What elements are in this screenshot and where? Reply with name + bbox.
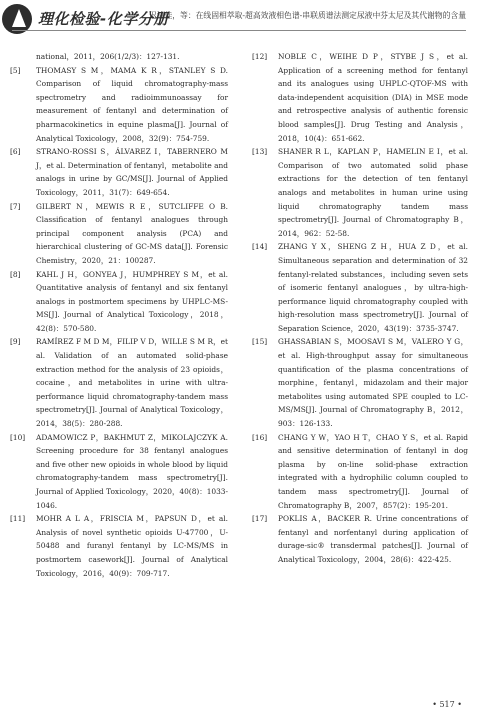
reference-number: [8] — [10, 269, 21, 279]
reference-text: GILBERT N，MEWIS R E，SUTCLIFFE O B. Classification of fentanyl analogues through principal component analysis (PCA) and hierarchical clustering of GC-MS data[J]. Forensic Chemistry，2020，21：100287. — [36, 201, 228, 265]
reference-text: CHANG Y W，YAO H T，CHAO Y S，et al. Rapid and sensitive determination of fentanyl in dog plasma by on-line solid-phase extraction integrated with a hydrophilic column coupled to tandem mass spectrometry[J]. Journal of Chromatography B，2007，857(2)：195-201. — [278, 432, 468, 510]
header-divider — [12, 30, 466, 31]
reference-item — [10, 268, 228, 336]
reference-item — [252, 512, 468, 566]
reference-number: [16] — [252, 432, 268, 442]
reference-text: NOBLE C，WEIHE D P，STYBE J S，et al. Application of a screening method for fentanyl and its analogues using UHPLC-QTOF-MS with data-independent acquisition (DIA) in MSE mode and retrospective analysis of authentic forensic blood samples[J]. Drug Testing and Analysis，2018，10(4)：651-662. — [278, 52, 468, 143]
reference-number: [7] — [10, 201, 21, 211]
page-header — [0, 0, 480, 40]
references-left-column — [10, 50, 228, 580]
page-number: • 517 • — [432, 700, 462, 709]
reference-text: ADAMOWICZ P，BAKHMUT Z，MIKOLAJCZYK A. Screening procedure for 38 fentanyl analogues and five other new opioids in whole blood by liquid chromatography-tandem mass spectrometry[J]. Journal of Applied Toxicology，2020，40(8)：1033-1046. — [36, 432, 228, 510]
reference-item — [10, 335, 228, 430]
reference-item — [252, 335, 468, 430]
journal-logo-text: 理化检验-化学分册 — [38, 10, 169, 28]
reference-text: SHANER R L，KAPLAN P，HAMELIN E I，et al. Comparison of two automated solid phase extractions for the detection of ten fentanyl analogs and metabolites in human urine using liquid chromatography tandem mass spectrometry[J]. Journal of Chromatography B，2014，962：52-58. — [278, 147, 468, 238]
reference-item — [10, 145, 228, 199]
reference-item — [252, 431, 468, 513]
reference-item — [252, 145, 468, 240]
reference-text: POKLIS A，BACKER R. Urine concentrations of fentanyl and norfentanyl during application of durage-sic® transdermal patches[J]. Journal of Analytical Toxicology，2004，28(6)：422-425. — [278, 514, 468, 564]
reference-item — [252, 240, 468, 335]
reference-text: MOHR A L A，FRISCIA M，PAPSUN D，et al. Analysis of novel synthetic opioids U-47700，U-50488 and furanyl fentanyl by LC-MS/MS in postmortem casework[J]. Journal of Analytical Toxicology，2016，40(9)：709-717. — [36, 514, 228, 578]
reference-item — [252, 50, 468, 145]
reference-number: [6] — [10, 147, 21, 157]
reference-number: [11] — [10, 514, 26, 524]
reference-item — [10, 64, 228, 146]
reference-text: KAHL J H，GONYEA J，HUMPHREY S M，et al. Quantitative analysis of fentanyl and six fentanyl analogs in postmortem specimens by UHPLC-MS-MS[J]. Journal of Analytical Toxicology，2018，42(8)：570-580. — [36, 269, 228, 333]
reference-number: [13] — [252, 147, 268, 157]
reference-item — [10, 512, 228, 580]
reference-number: [10] — [10, 432, 26, 442]
reference-text: GHASSABIAN S，MOOSAVI S M，VALERO Y G，et al. High-throughput assay for simultaneous quantification of the plasma concentrations of morphine，fentanyl，midazolam and their major metabolites using automated SPE coupled to LC-MS/MS[J]. Journal of Chromatography B，2012，903：126-133. — [278, 337, 468, 429]
references-right-column — [252, 50, 468, 567]
reference-text: RAMÍREZ F M D M，FILIP V D，WILLE S M R，et al. Validation of an automated solid-phase extraction method for the analysis of 23 opioids，cocaine，and metabolites in urine with ultra-performance liquid chromatography-tandem mass spectrometry[J]. Journal of Analytical Toxicology，2014，38(5)：280-288. — [36, 337, 228, 429]
reference-number: [15] — [252, 337, 268, 347]
reference-item — [10, 431, 228, 513]
reference-number: [12] — [252, 52, 268, 61]
reference-number: [9] — [10, 337, 21, 347]
reference-item: national，2011，206(1/2/3)：127-131. — [36, 52, 180, 61]
reference-item — [10, 200, 228, 268]
journal-logo — [2, 4, 169, 36]
reference-number: [14] — [252, 242, 268, 252]
reference-number: [17] — [252, 514, 268, 524]
reference-number: [5] — [10, 65, 21, 75]
reference-text: THOMASY S M，MAMA K R，STANLEY S D. Comparison of liquid chromatography-mass spectrometry and radioimmunoassay for measurement of fentanyl and determination of pharmacokinetics in equine plasma[J]. Journal of Analytical Toxicology，2008，32(9)：754-759. — [36, 65, 228, 143]
reference-text: ZHANG Y X，SHENG Z H，HUA Z D，et al. Simultaneous separation and determination of 32 fentanyl-related substances，including seven sets of isomeric fentanyl analogues，by ultra-high-performance liquid chromatography coupled with high-resolution mass spectrometry[J]. Journal of Separation Science，2020，43(19)：3735-3747. — [278, 242, 468, 333]
running-title: 迟清佳，等：在线固相萃取-超高效液相色谱-串联质谱法测定尿液中芬太尼及其代谢物的含量 — [148, 11, 466, 20]
reference-text: STRANO-ROSSI S，ÁLVAREZ I，TABERNERO M J，et al. Determination of fentanyl，metabolite and analogs in urine by GC/MS[J]. Journal of Applied Toxicology，2011，31(7)：649-654. — [36, 147, 228, 197]
